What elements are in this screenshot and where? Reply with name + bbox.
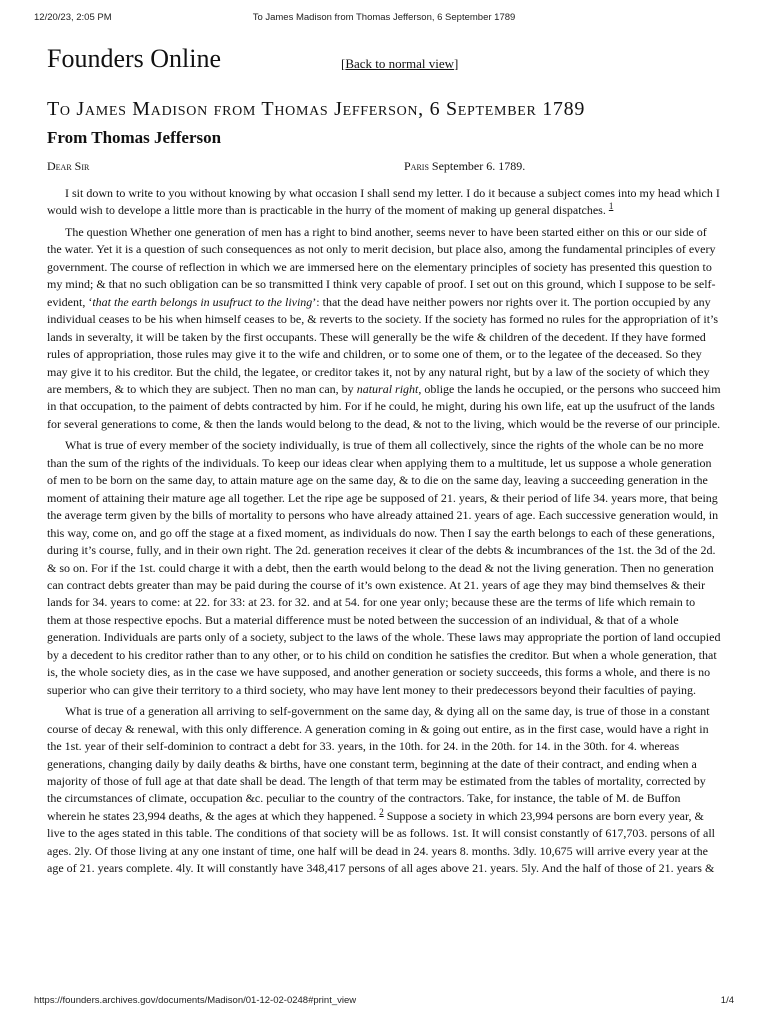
print-footer (0, 995, 768, 1011)
letter-body (47, 185, 721, 878)
paragraph-3-text: What is true of every member of the society individually, is true of them all collectively, since the rights of the whole can be no more than the sum of the rights of the individuals. To keep our ideas clear when applying them to a multitude, let us suppose a whole generation of men to be born on the same day, to attain mature age on the same day, & to die on the same day, leaving a succeeding generation in the moment of attaining their mature age all together. Let the ripe age be supposed of 21. years, & their period of life 34. years more, that being the average term given by the bills of mortality to persons who have already attained 21. years of age. Each successive generation would, in this way, come on, and go off the stage at a fixed moment, as individuals do now. Then I say the earth belongs to each of these generations, during it’s course, fully, and in their own right. The 2d. generation receives it clear of the debts & incumbrances of the 1st. the 3d of the 2d. & so on. For if the 1st. could charge it with a debt, then the earth would belong to the dead & not the living generation. Then no generation can contract debts greater than may be paid during the course of it’s own existence. At 21. years of age they may bind themselves & their lands for 34. years to come: at 22. for 33: at 23. for 32. and at 54. for one year only; because these are the terms of life which remain to them at those respective epochs. But a material difference must be noted between the succession of an individual, & that of a whole generation. Individuals are parts only of a society, subject to the laws of the whole. These laws may appropriate the portion of land occupied by a decedent to his creditor rather than to any other, or to his child on condition he satisfies the creditor. But when a whole generation, that is, the whole society dies, as in the case we have supposed, and another generation or society succeeds, this forms a whole, and there is no superior who can give their territory to a third society, who may have lent money to their predecessors beyond their faculties of paying. (47, 438, 721, 697)
footnote-link-2[interactable]: 2 (379, 806, 384, 817)
paragraph-2-italic-1: that the earth belongs in usufruct to the living (92, 294, 313, 309)
print-page-title: To James Madison from Thomas Jefferson, 6 September 1789 (252, 12, 516, 23)
paragraph-3 (47, 437, 721, 699)
footnote-link-1[interactable]: 1 (608, 201, 614, 212)
paragraph-2-italic-2: natural right (356, 381, 419, 396)
print-url: https://founders.archives.gov/documents/Madison/01-12-02-0248#print_view (34, 995, 357, 1006)
dateline-date: September 6. 1789. (431, 159, 526, 173)
back-to-normal-view-link[interactable]: Back to normal view (345, 56, 455, 71)
salutation: Dear Sir (47, 159, 90, 173)
site-title: Founders Online (47, 44, 222, 73)
print-page-number: 1/4 (720, 995, 734, 1006)
paragraph-4 (47, 703, 721, 878)
dateline-place: Paris (404, 159, 429, 173)
paragraph-2 (47, 224, 721, 433)
document-heading: To James Madison from Thomas Jefferson, 6 September 1789 (47, 98, 586, 120)
document-from: From Thomas Jefferson (47, 128, 222, 147)
paragraph-1 (47, 185, 721, 220)
paragraph-2-text-b: ’: that the dead have neither powers nor rights over it. The portion occupied by any individual ceases to be his when himself ceases to be, & reverts to the society. If the society has formed no rules for the appropriation of it’s lands in severalty, it will be taken by the first occupants. These will generally be the wife & children of the decedent. If they have formed rules of appropriation, those rules may give it to the wife and children, or to some one of them, or to the legatee of the deceased. So they may give it to his creditor. But the child, the legatee, or creditor takes it, not by any natural right, but by a law of the society of which they are members, & to which they are subject. Then no man can, by (47, 294, 719, 396)
paragraph-2-text-a: The question Whether one generation of men has a right to bind another, seems never to have been started either on this or our side of the water. Yet it is a question of such consequences as not only to merit decision, but place also, among the fundamental principles of every government. The course of reflection in which we are immersed here on the elementary principles of society has presented this question to my mind; & that no such obligation can be so transmitted I think very capable of proof. I set out on this ground, which I suppose to be self-evident, ‘ (47, 224, 716, 309)
back-to-normal-view: [Back to normal view] (341, 56, 459, 71)
paragraph-4-text-a: What is true of a generation all arriving to self-government on the same day, & dying all on the same day, is true of those in a constant course of decay & renewal, with this only difference. A generation coming in & going out entire, as in the first case, would have a right in the 1st. year of their self-dominion to contract a debt for 33. years, in the 10th. for 24. in the 20th. for 14. in the 30th. for 4. whereas generations, changing daily by daily deaths & births, have one constant term, beginning at the date of their contract, and ending when a majority of those of full age at that date shall be dead. The length of that term may be estimated from the tables of mortality, corrected by the circumstances of climate, occupation &c. peculiar to the country of the contractors. Take, for instance, the table of M. de Buffon wherein he states 23,994 deaths, & the ages at which they happened. (47, 704, 710, 823)
print-header (0, 12, 768, 28)
paragraph-2-text-c: , oblige the lands he occupied, or the persons who succeed him in that occupation, to the paiment of debts contracted by him. For if he could, he might, during his own life, eat up the usufruct of the lands for several generations to come, & then the lands would belong to the dead, & not to the living, which would be the reverse of our principle. (47, 381, 721, 431)
letter-opening (47, 157, 721, 175)
site-header (47, 40, 721, 74)
paragraph-4-text-b: Suppose a society in which 23,994 persons are born every year, & live to the ages stated in this table. The conditions of that society will be as follows. 1st. It will consist constantly of 617,703. persons of all ages. 2ly. Of those living at any one instant of time, one half will be dead in 24. years 8. months. 3dly. 10,675 will arrive every year at the age of 21. years complete. 4ly. It will constantly have 348,417 persons of all ages above 21. years. 5ly. And the half of those of 21. years & (47, 808, 716, 876)
paragraph-1-text: I sit down to write to you without knowing by what occasion I shall send my letter. I do it because a subject comes into my head which I would wish to develope a little more than is practicable in the hurry of the moment of making up general dispatches. (47, 186, 720, 218)
dateline (404, 157, 525, 175)
print-datetime: 12/20/23, 2:05 PM (34, 12, 112, 23)
document-content (47, 40, 721, 882)
